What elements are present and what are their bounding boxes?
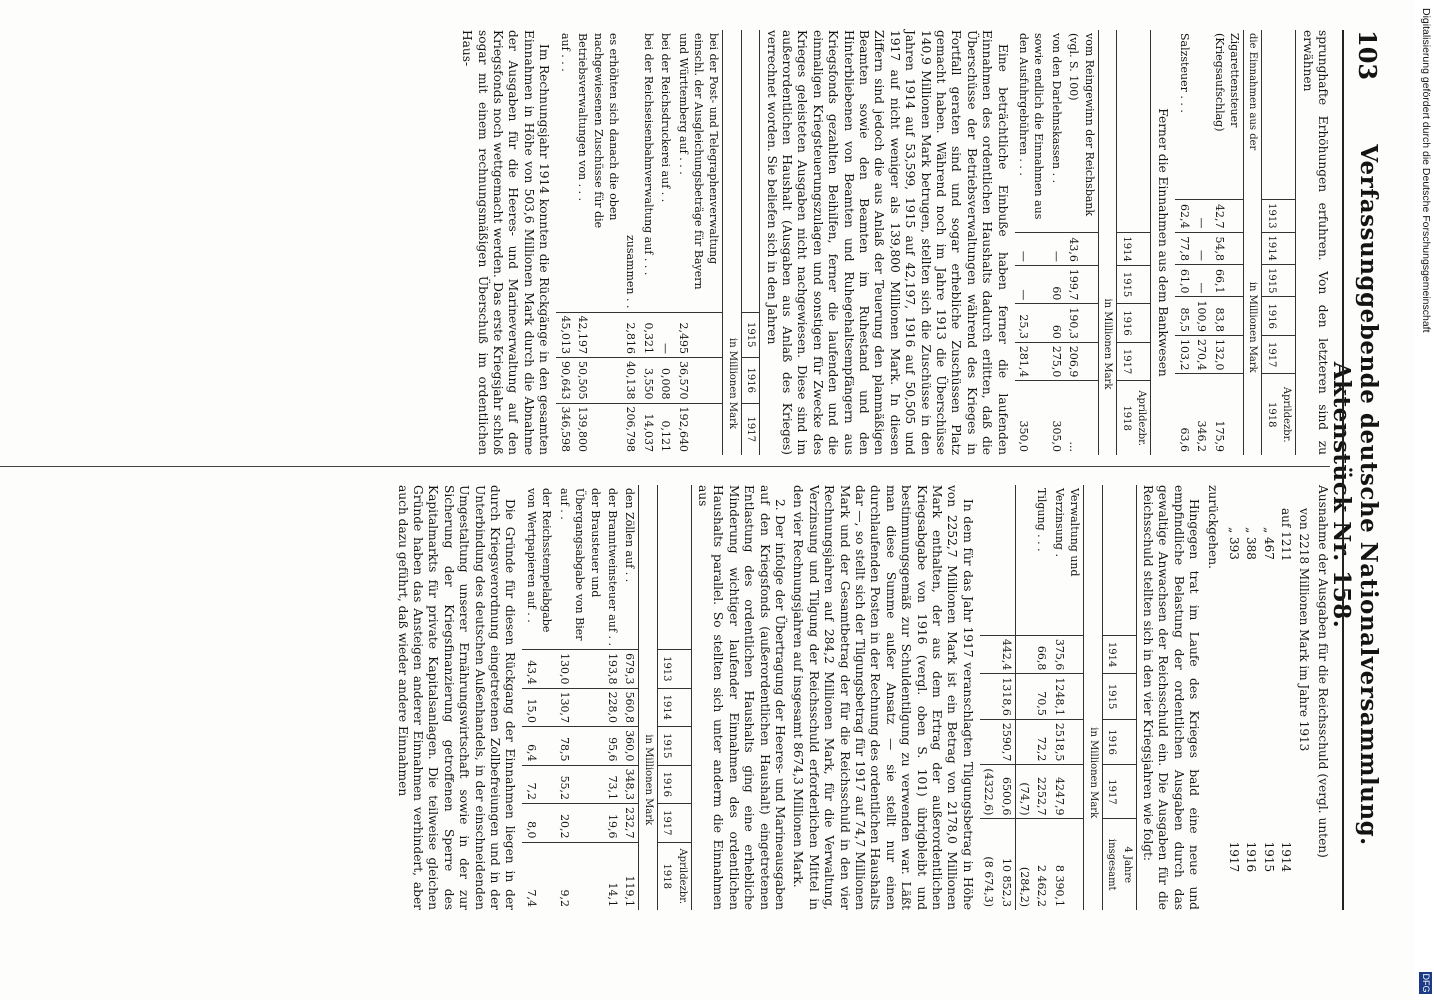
row-label: sowie endlich die Einnahmen aus den Ausfuhrgebühren . . . [1017, 33, 1046, 220]
cell: 60 [1048, 304, 1065, 343]
digitization-credit [1416, 0, 1434, 1000]
cell: (4322,6) [980, 765, 997, 819]
list-year: 1914 [1279, 841, 1294, 873]
table-header-cell: 1915 [657, 727, 691, 766]
row-label: der Reichsstempelabgabe von Wertpapieren auf . . [524, 488, 554, 633]
row-label [980, 485, 997, 635]
table-revenue [523, 485, 692, 910]
table-row [674, 30, 723, 455]
cell: 130,0 [555, 650, 603, 689]
list-year: 1917 [1226, 841, 1241, 873]
cell: 61,0 [1175, 265, 1192, 297]
table-header-cell: Aprildezbr. 1918 [657, 842, 691, 910]
table-row [1051, 485, 1084, 910]
cell: 560,8 [621, 688, 639, 727]
cell: 72,2 [1033, 719, 1050, 765]
cell: 206,798 [622, 403, 639, 455]
table-header-cell: 1915 [1117, 265, 1151, 304]
table-header-cell: 1915 [1262, 265, 1296, 297]
list-item: „ 467 [1261, 527, 1276, 560]
list-year: 1916 [1244, 841, 1259, 873]
paragraph: Die Gründe für diesen Rückgang der Einnahmen liegen in der durch Kriegsverordnung eingetretenen Zollbefreiungen und in der Unterbindung des deutschen Außenhandels, in der einschneidenden Umgestaltung unserer Ernährungswirtschaft sowie in der zur Sicherung der Kriegsfinanzierung getroffenen Sperre des Kapitalmarkts für private Kapitalsanlagen. Die teilweise gleichen Gründe haben das Ansteigen anderer Einnahmen verhindert, aber auch dazu geführt, daß wieder andere Einnahmen [395, 485, 518, 910]
table-row [1015, 30, 1048, 455]
paragraph: 2. Der infolge der Übertragung der Heeres- und Marineausgaben auf den Kriegsfonds (außerordentlichen Haushalt) eingetretenen Entlastung des ordentlichen Haushalts ging eine erhebliche Minderung wichtiger laufender Einnahmen des ordentlichen Haushalts parallel. So stellten sich unter anderm die Einnahmen aus [695, 485, 787, 910]
cell: 78,5 [555, 727, 603, 766]
cell: 8,0 [523, 804, 556, 843]
cell: 70,5 [1033, 674, 1050, 720]
cell: 10 852,3 [997, 819, 1015, 910]
table-header-cell: 1913 [1262, 200, 1296, 232]
cell: — [657, 312, 674, 358]
cell: (284,2) [1015, 819, 1033, 910]
cell: 7,2 [523, 765, 556, 804]
cell: 60 [1048, 265, 1065, 304]
table-header-cell: 1916 [741, 358, 759, 404]
cell: 103,2 [1175, 335, 1192, 374]
table-header-cell: 1917 [1117, 342, 1151, 381]
cell: 66,1 [1210, 265, 1243, 297]
cell: 54,8 [1210, 232, 1243, 264]
cell [980, 719, 997, 765]
table-header-cell: 1917 [741, 403, 759, 455]
table-row [523, 485, 556, 910]
cell: 0,121 [657, 403, 674, 455]
cell: 270,4 [1193, 335, 1210, 374]
cell: 62,4 [1175, 200, 1192, 232]
row-label: vom Reingewinn der Reichsbank (vgl. S. 100) [1067, 33, 1096, 217]
table-header-cell [657, 485, 691, 650]
list-year [1294, 839, 1311, 888]
table-operating-expenses [556, 30, 760, 455]
cell: — [1015, 233, 1048, 265]
cell: 43,6 [1065, 233, 1098, 265]
table-header-cell: 1916 [657, 765, 691, 804]
cell [980, 674, 997, 720]
table-header-cell: 1914 [1117, 233, 1151, 265]
table-row [980, 485, 997, 910]
table-header-cell: 4 Jahre insgesamt [1102, 819, 1136, 910]
table-header-cell [741, 30, 759, 312]
cell: 100,9 [1193, 297, 1210, 336]
row-label [1193, 30, 1210, 200]
cell: 2590,7 [997, 719, 1015, 765]
table-header-cell: Aprildezbr. 1918 [1262, 374, 1296, 455]
table-row [555, 485, 603, 910]
column-divider [0, 466, 1330, 467]
cell: 2252,7 [1033, 765, 1050, 819]
cell: 77,8 [1175, 232, 1192, 264]
page-title: Verfassunggebende deutsche Nationalversammlung. Aktenstück Nr. 158. [1328, 144, 1382, 846]
cell [980, 635, 997, 674]
table-unit: in Millionen Mark [639, 650, 657, 910]
cell: 346,598 [556, 403, 573, 455]
list-item: „ 393 [1226, 527, 1241, 560]
table-group-label: die Einnahmen aus der [1243, 30, 1261, 200]
row-label: bei der Reichsdruckerei auf . . [659, 33, 673, 203]
cell: 193,8 [604, 650, 621, 689]
cell: 348,3 [621, 765, 639, 804]
cell: 346,2 [1193, 374, 1210, 455]
table-header-cell: Aprildezbr. 1918 [1117, 381, 1151, 455]
row-label: es erhöhten sich danach die oben nachgewiesenen Zuschüsse für die Betriebsverwaltungen von . . . [576, 33, 620, 229]
paragraph: Eine beträchtliche Einbuße haben ferner die laufenden Einnahmen des ordentlichen Haushalts dadurch erlitten, daß die Überschüsse der Betriebsverwaltungen während des Krieges in Fortfall geraten sind und sogar erhebliche Zuschüssen Platz gemacht haben. Während noch im Jahre 1913 die Überschüsse 140,9 Millionen Mark betrugen, stellten sich die Zuschüsse in den Jahren 1914 auf 53,599, 1915 auf 42,197, 1916 auf 50,505 und 1917 auf nicht weniger als 139,800 Millionen Mark. In diesen Ziffern sind jedoch die aus Anlaß der Teuerung den planmäßigen Beamten sowie den Beamten im Ruhestand und den Hinterbliebenen von Beamten und Ruhegehaltsempfängern aus Kriegsfonds gezahlten Beihilfen, ferner die laufenden und die einmaligen Kriegsteuerungszulagen und sonstigen für Zwecke des Krieges geleisteten Ausgaben nicht nachgewiesen. Diese sind im außerordentlichen Haushalt (Ausgaben aus Anlaß des Krieges) verrechnet worden. Sie beliefen sich in den Jahren [764, 30, 1010, 455]
table-header-cell [1262, 30, 1296, 200]
cell: 679,3 [621, 650, 639, 689]
cell: 130,7 [555, 688, 603, 727]
row-label: Verwaltung und Verzinsung . [1052, 488, 1082, 577]
row-label: von den Darlehnskassen . . [1049, 33, 1063, 184]
cell: — [1048, 233, 1065, 265]
table-unit: in Millionen Mark [1243, 200, 1261, 455]
cell: 50,505 [574, 358, 622, 404]
cell: 83,8 [1210, 297, 1243, 336]
column-right [0, 30, 1330, 455]
row-label [997, 485, 1015, 635]
row-label: Zigarettensteuer (Kriegsaufschlag) [1212, 33, 1241, 132]
cell: 14,1 [604, 842, 621, 910]
cell: 3,550 [639, 358, 656, 404]
cell: 45,013 [556, 312, 573, 358]
cell: 6,4 [523, 727, 556, 766]
cell: 9,2 [555, 842, 603, 910]
table-row [1048, 30, 1065, 455]
cell: 199,7 [1065, 265, 1098, 304]
list-item: „ 388 [1244, 527, 1259, 560]
cell: 40,138 [622, 358, 639, 404]
cell: 90,643 [556, 358, 573, 404]
row-label: Tilgung . . . [1035, 488, 1049, 552]
cell: 281,4 [1015, 342, 1048, 381]
cell: — [1015, 265, 1048, 304]
cell: 4247,9 [1051, 765, 1084, 819]
table-unit: in Millionen Mark [1084, 635, 1102, 910]
cell: 2,816 [622, 312, 639, 358]
table-row [1015, 485, 1033, 910]
table-header-cell: 1916 [1117, 304, 1151, 343]
list-item: auf 1211 [1279, 508, 1294, 562]
cell: 139,800 [574, 403, 622, 455]
cell: 1248,1 [1051, 674, 1084, 720]
cell: 305,0 [1048, 381, 1065, 455]
cell [1015, 719, 1033, 765]
cell: 228,0 [604, 688, 621, 727]
table-header-cell: 1917 [1262, 335, 1296, 374]
paragraph: In dem für das Jahr 1917 veranschlagten Tilgungsbetrag in Höhe von 2252,7 Millionen Mark ist ein Betrag von 2178,0 Millionen Mark enthalten, der aus dem Ertrag der außerordentlichen Kriegsabgabe von 1916 (vergl. oben S. 101) übrigbleibt und bestimmungsgemäß zur Schuldentilgung zu verwenden war. Läßt man diese Summe außer Ansatz — sie stellt nur einen durchlaufenden Posten in der Rechnung des ordentlichen Haushalts dar —, so stellt sich der Tilgungsbetrag für 1917 auf 74,7 Millionen Mark und der Gesamtbetrag der für die Reichsschuld in den vier Rechnungsjahren auf 284,2 Millionen Mark, für die Verwaltung, Verzinsung und Tilgung der Reichsschuld erforderlichen Mittel in den vier Rechnungsjahren auf insgesamt 8674,3 Millionen Mark. [791, 485, 975, 910]
table-header-cell: 1916 [1102, 719, 1136, 765]
cell: 275,0 [1048, 342, 1065, 381]
table-header-cell: 1914 [1262, 232, 1296, 264]
table-row [1065, 30, 1098, 455]
cell: 14,037 [639, 403, 656, 455]
cell: 20,2 [555, 804, 603, 843]
table-row [574, 30, 622, 455]
table-header-cell: 1914 [1102, 635, 1136, 674]
paragraph: Ausnahme der Ausgaben für die Reichsschuld (vergl. unten) [1316, 485, 1330, 858]
row-label: bei der Post- und Telegraphenverwaltung einschl. der Ausgleichungsbeträge für Bayern und Württemberg auf . . . [676, 33, 721, 290]
dfg-logo: DFG [1421, 973, 1431, 993]
cell: 190,3 [1065, 304, 1098, 343]
cell: 0,008 [657, 358, 674, 404]
cell: 2,495 [674, 312, 723, 358]
table-row [1175, 30, 1192, 455]
table-banking [1015, 30, 1151, 455]
cell: 442,4 [997, 635, 1015, 674]
table-row [657, 30, 674, 455]
row-label [1015, 485, 1033, 635]
cell: 6500,6 [997, 765, 1015, 819]
row-label: der Branntweinsteuer auf . . [605, 488, 619, 646]
cell: 375,6 [1051, 635, 1084, 674]
cell: (74,7) [1015, 765, 1033, 819]
list-item: von 2218 Millionen Mark im Jahre 1913 [1296, 508, 1311, 752]
paragraph: Hingegen trat im Laufe des Krieges bald eine neue und empfindliche Belastung der ordentlichen Ausgaben durch das gewaltige Anwachsen der Reichsschuld ein. Die Ausgaben für die Reichsschuld stellten sich in den vier Kriegsjahren wie folgt: [1140, 485, 1202, 910]
cell: 350,0 [1015, 381, 1048, 455]
cell: 73,1 [604, 765, 621, 804]
cell: 15,0 [523, 688, 556, 727]
table-row [621, 485, 639, 910]
table-header-cell: 1917 [1102, 765, 1136, 819]
table-row [622, 30, 639, 455]
cell: ... [1065, 381, 1098, 455]
cell: 119,1 [621, 842, 639, 910]
cell: 66,8 [1033, 635, 1050, 674]
cell: 63,6 [1175, 374, 1192, 455]
cell: — [1193, 200, 1210, 232]
cell: 0,321 [639, 312, 656, 358]
cell: 55,2 [555, 765, 603, 804]
cell: 206,9 [1065, 342, 1098, 381]
cell: 25,3 [1015, 304, 1048, 343]
cell: 36,570 [674, 358, 723, 404]
table-header-cell: 1917 [657, 804, 691, 843]
cell: 19,6 [604, 804, 621, 843]
cell [1015, 635, 1033, 674]
row-label: der Brausteuer und Übergangsabgabe von Bier auf . . [557, 488, 602, 641]
row-label: den Zöllen auf . . [623, 488, 637, 583]
table-header-cell: 1915 [741, 312, 759, 358]
cell: 360,0 [621, 727, 639, 766]
cell: 42,7 [1210, 200, 1243, 232]
table-header-cell [1102, 485, 1136, 635]
paragraph: Ferner die Einnahmen aus dem Bankwesen [1156, 108, 1171, 377]
cell: 42,197 [574, 312, 622, 358]
cell: 192,640 [674, 403, 723, 455]
cell: 2518,5 [1051, 719, 1084, 765]
column-left [0, 485, 1330, 910]
cell: (8 674,3) [980, 819, 997, 910]
paragraph: zurückgehen. [1205, 485, 1220, 569]
table-header-cell: 1913 [657, 650, 691, 689]
cell: 95,6 [604, 727, 621, 766]
table-header-cell: 1915 [1102, 674, 1136, 720]
list-year: 1915 [1261, 841, 1276, 873]
row-label: bei der Reichseisenbahnverwaltung auf . . . [641, 33, 655, 276]
paragraph: Im Rechnungsjahr 1914 konnten die Rückgänge in den gesamten Einnahmen in Höhe von 503,6 Millionen Mark durch die Abnahme der Ausgaben für die Heeres- und Marineverwaltung auf den Kriegsfonds noch wettgemacht werden. Das erste Kriegsjahr schloß sogar mit einem rechnungsmäßigen Überschuß im ordentlichen Haus- [460, 30, 552, 455]
cell: 43,4 [523, 650, 556, 689]
row-label: Salzsteuer . . . [1177, 33, 1191, 113]
table-row [1210, 30, 1243, 455]
table-row [604, 485, 621, 910]
table-header-cell [1117, 30, 1151, 233]
table-unit: in Millionen Mark [1098, 233, 1116, 455]
table-unit: in Millionen Mark [723, 312, 741, 455]
table-header-cell: 1916 [1262, 297, 1296, 336]
cell: 1318,6 [997, 674, 1015, 720]
cell [1015, 674, 1033, 720]
cell: 132,0 [1210, 335, 1243, 374]
paragraph: sprunghafte Erhöhungen erfuhren. Von den letzteren sind zu erwähnen [1300, 30, 1330, 455]
row-label: auf . . . [558, 33, 572, 72]
table-row [556, 30, 573, 455]
cell: 85,5 [1175, 297, 1192, 336]
table-row [1193, 30, 1210, 455]
cell: 8 390,1 [1051, 819, 1084, 910]
cell: 2 462,2 [1033, 819, 1050, 910]
row-label: zusammen . . [624, 234, 638, 309]
cell: — [1193, 232, 1210, 264]
table-row [997, 485, 1015, 910]
header-rule [1342, 30, 1344, 910]
page-number: 103 [1353, 30, 1382, 81]
table-row [1033, 485, 1050, 910]
cell: 232,7 [621, 804, 639, 843]
cell: — [1193, 265, 1210, 297]
expense-list [1225, 505, 1312, 888]
cell: 175,9 [1210, 374, 1243, 455]
table-row [639, 30, 656, 455]
table-tobacco-salt [1175, 30, 1296, 455]
table-debt-service [980, 485, 1137, 910]
cell: 7,4 [523, 842, 556, 910]
table-header-cell: 1914 [657, 688, 691, 727]
page-header [1328, 30, 1388, 910]
credit-text: Digitalisierung gefördert durch die Deutsche Forschungsgemeinschaft [1420, 8, 1432, 333]
